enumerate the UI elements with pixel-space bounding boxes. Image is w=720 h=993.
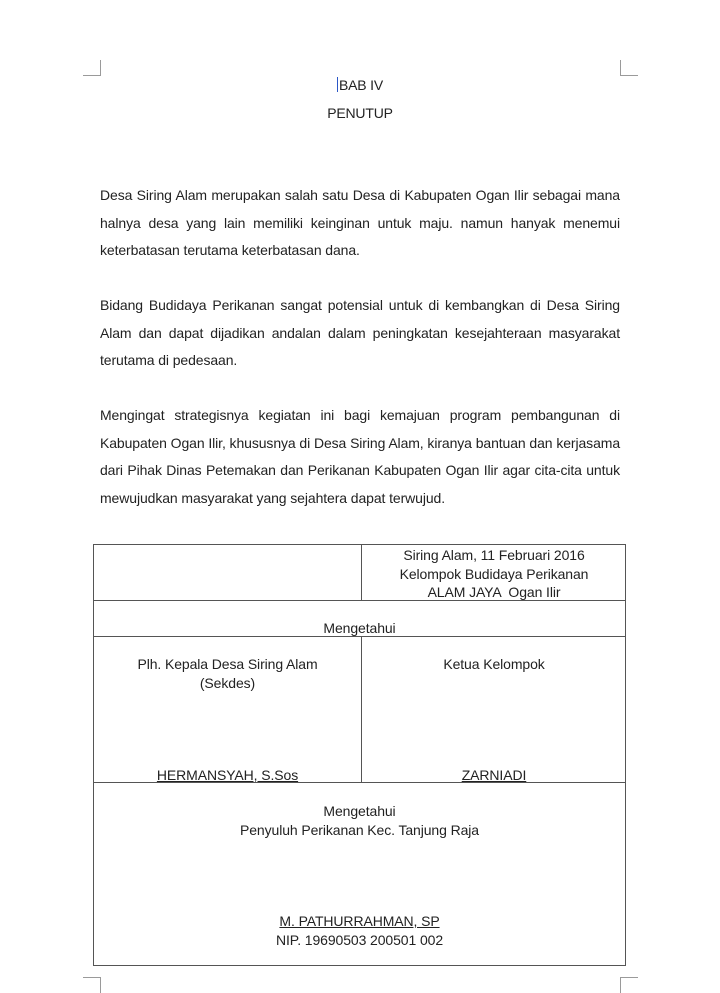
- paragraph-3: Mengingat strategisnya kegiatan ini bagi kemajuan program pembangunan di Kabupaten Ogan Ilir, khususnya di Desa Siring Alam, kiranya bantuan dan kerjasama dari Pihak Dinas Petemakan dan Perikanan Kabupaten Ogan Ilir agar cita-cita untuk mewujudkan masyarakat yang sejahtera dapat terwujud.: [100, 407, 620, 506]
- chapter-label: BAB IV: [339, 77, 383, 93]
- date-cell: [362, 546, 626, 602]
- acknowledged-label-2: Mengetahui: [323, 803, 396, 819]
- paragraph-2: Bidang Budidaya Perikanan sangat potensial untuk di kembangkan di Desa Siring Alam dan dapat dijadikan andalan dalam peningkatan kesejahteraan masyarakat terutama di pedesaan.: [100, 297, 620, 369]
- signature-table: [93, 544, 626, 966]
- chapter-heading[interactable]: [0, 77, 720, 93]
- left-role: Plh. Kepala Desa Siring Alam: [137, 656, 318, 672]
- left-signatory-name: HERMANSYAH, S.Sos: [156, 767, 299, 783]
- acknowledged-label-1: Mengetahui: [323, 620, 396, 636]
- text-cursor: [337, 77, 338, 92]
- paragraph-1: Desa Siring Alam merupakan salah satu Desa di Kabupaten Ogan Ilir sebagai mana halnya desa yang lain memiliki keinginan untuk maju. namun hanyak menemui keterbatasan terutama keterbatasan dana.: [100, 187, 620, 259]
- crop-mark-bottom-left: [83, 977, 101, 993]
- bottom-role: Penyuluh Perikanan Kec. Tanjung Raja: [240, 822, 479, 838]
- left-role-note: (Sekdes): [199, 675, 256, 691]
- group-name: Kelompok Budidaya Perikanan: [399, 565, 589, 582]
- bottom-signatory-name: M. PATHURRAHMAN, SP: [279, 913, 440, 929]
- crop-mark-top-left: [83, 60, 101, 76]
- right-role: Ketua Kelompok: [443, 656, 545, 672]
- bottom-signatory-nip: NIP. 19690503 200501 002: [275, 932, 444, 948]
- group-location: ALAM JAYA Ogan Ilir: [427, 584, 561, 600]
- crop-mark-top-right: [620, 60, 638, 76]
- right-signatory-name: ZARNIADI: [461, 767, 527, 783]
- place-date: Siring Alam, 11 Februari 2016: [403, 547, 585, 563]
- chapter-title: PENUTUP: [327, 105, 393, 121]
- crop-mark-bottom-right: [620, 977, 638, 993]
